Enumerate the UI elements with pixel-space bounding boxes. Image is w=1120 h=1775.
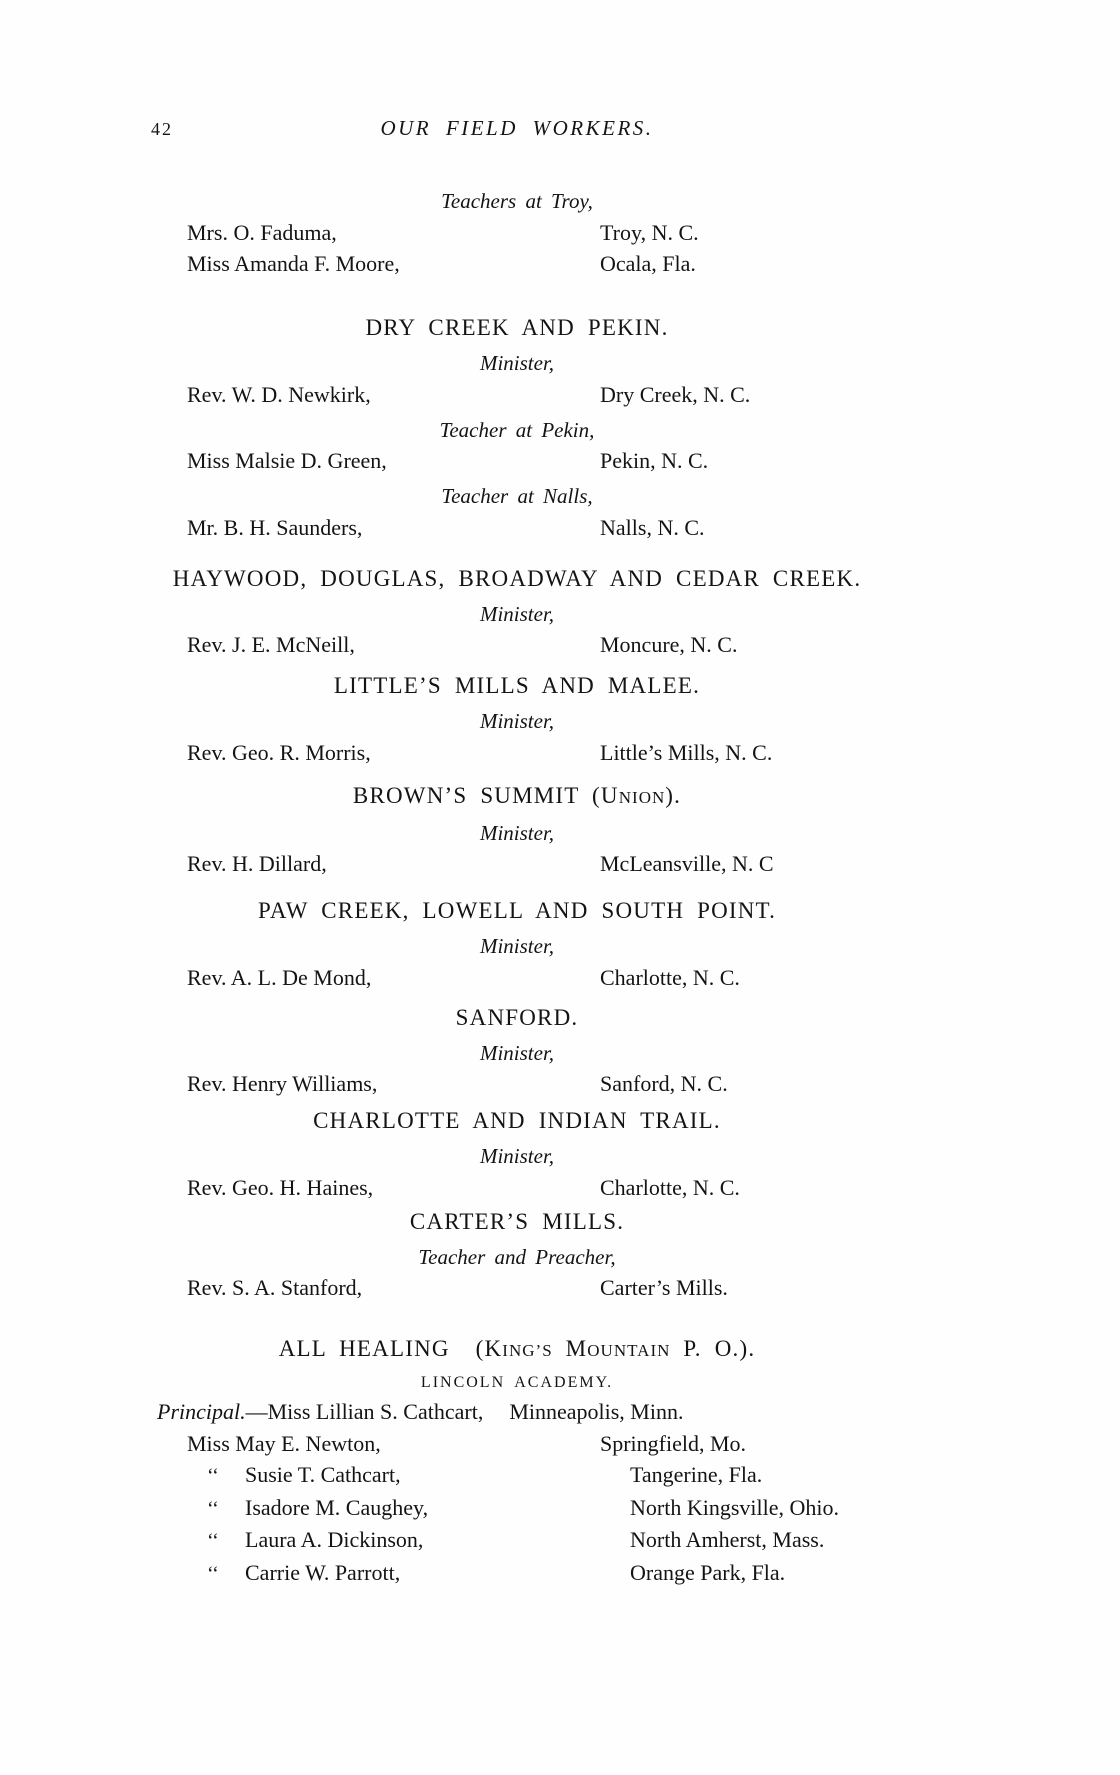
small-caps-text: ING’S (502, 1341, 553, 1360)
worker-entry (157, 630, 877, 660)
worker-section (157, 313, 877, 543)
ditto-mark: ‘‘ (207, 1562, 219, 1585)
worker-section (157, 671, 877, 768)
role-label: Minister, (479, 1144, 555, 1168)
role-label: Minister, (479, 934, 555, 958)
section-heading: CARTER’S MILLS. (409, 1208, 625, 1234)
section-heading: CHARLOTTE AND INDIAN TRAIL. (313, 1108, 721, 1133)
role-label: Teacher at Pekin, (439, 417, 595, 442)
worker-location: Nalls, N. C. (600, 514, 705, 540)
worker-name: Mrs. O. Faduma, (187, 219, 337, 245)
worker-section (157, 781, 877, 880)
section-heading: DRY CREEK AND PEKIN. (365, 315, 669, 340)
page-number: 42 (151, 119, 173, 139)
ditto-mark: ‘‘ (207, 1465, 219, 1487)
role-label: Minister, (479, 709, 555, 733)
running-header: OUR FIELD WORKERS. (380, 116, 654, 140)
section-heading (157, 1334, 877, 1366)
role-label: Teacher and Preacher, (418, 1244, 616, 1269)
role-label: Minister, (479, 820, 555, 845)
worker-location: Carter’s Mills. (600, 1275, 728, 1300)
worker-entry (157, 380, 877, 410)
worker-name: Isadore M. Caughey, (245, 1494, 429, 1520)
worker-section (157, 564, 877, 661)
heading-text: ALL HEALING (K (278, 1336, 503, 1361)
small-caps-text: OUNTAIN (587, 1341, 671, 1360)
worker-location: Orange Park, Fla. (630, 1559, 786, 1585)
section-heading: HAYWOOD, DOUGLAS, BROADWAY AND CEDAR CREEK. (172, 565, 862, 591)
worker-entry (157, 1173, 877, 1203)
principal-location: Minneapolis, Minn. (509, 1399, 684, 1424)
worker-name: Carrie W. Parrott, (245, 1559, 401, 1585)
worker-name: Rev. Geo. H. Haines, (187, 1174, 374, 1200)
small-caps-text: NION (618, 787, 666, 807)
worker-entry (157, 1558, 877, 1589)
worker-entry (157, 963, 877, 993)
worker-location: Moncure, N. C. (600, 632, 738, 657)
worker-section (157, 186, 877, 279)
worker-location: North Kingsville, Ohio. (630, 1494, 839, 1520)
worker-name: Rev. S. A. Stanford, (187, 1275, 363, 1300)
worker-name: Rev. H. Dillard, (187, 851, 327, 876)
worker-name: Rev. W. D. Newkirk, (187, 381, 371, 407)
worker-entry (157, 1525, 877, 1556)
worker-entry (157, 513, 877, 543)
worker-section (157, 1106, 877, 1203)
principal-name: —Miss Lillian S. Cathcart, (245, 1399, 484, 1424)
worker-name: Rev. J. E. McNeill, (187, 632, 355, 657)
principal-line (157, 1397, 877, 1427)
worker-location: North Amherst, Mass. (630, 1527, 825, 1552)
worker-section (157, 896, 877, 993)
heading-text: P. O.). (670, 1336, 756, 1361)
worker-location: Pekin, N. C. (600, 448, 709, 473)
worker-entry (157, 446, 877, 476)
role-label: Minister, (479, 1040, 555, 1065)
worker-location: Little’s Mills, N. C. (600, 739, 773, 765)
worker-location: Ocala, Fla. (600, 251, 696, 276)
worker-location: Tangerine, Fla. (630, 1462, 763, 1487)
worker-location: Charlotte, N. C. (600, 1174, 740, 1200)
worker-location: McLeansville, N. C (600, 851, 774, 876)
worker-location: Charlotte, N. C. (600, 964, 740, 990)
worker-name: Susie T. Cathcart, (245, 1462, 401, 1487)
worker-location: Sanford, N. C. (600, 1071, 728, 1096)
heading-text: BROWN’S SUMMIT (U (352, 782, 619, 808)
role-label: Teacher at Nalls, (441, 484, 593, 508)
worker-name: Rev. Henry Williams, (187, 1071, 378, 1096)
heading-text: ). (665, 782, 682, 808)
section-heading: PAW CREEK, LOWELL AND SOUTH POINT. (257, 898, 777, 923)
worker-entry (157, 1460, 877, 1491)
sub-heading: LINCOLN ACADEMY. (420, 1374, 614, 1391)
worker-entry (157, 1493, 877, 1524)
section-heading: LITTLE’S MILLS AND MALEE. (333, 673, 701, 698)
principal-label: Principal. (157, 1399, 246, 1424)
section-heading (157, 781, 877, 813)
ditto-mark: ‘‘ (207, 1530, 219, 1552)
role-label: Teachers at Troy, (441, 189, 593, 213)
worker-location: Springfield, Mo. (600, 1430, 747, 1456)
worker-name: Laura A. Dickinson, (245, 1527, 424, 1552)
worker-entry (157, 849, 877, 879)
worker-entry (157, 1069, 877, 1099)
worker-entry (157, 738, 877, 768)
field-workers-list (157, 181, 877, 1590)
worker-entry (157, 1429, 877, 1459)
worker-name: Miss Malsie D. Green, (187, 448, 387, 473)
section-heading: SANFORD. (455, 1004, 579, 1030)
worker-entry (157, 1273, 877, 1303)
ditto-mark: ‘‘ (207, 1497, 219, 1520)
worker-name: Rev. Geo. R. Morris, (187, 739, 371, 765)
worker-section (157, 1003, 877, 1100)
role-label: Minister, (479, 601, 555, 626)
role-label: Minister, (479, 351, 555, 375)
worker-name: Miss May E. Newton, (187, 1430, 381, 1456)
worker-entry (157, 218, 877, 248)
worker-entry (157, 249, 877, 279)
worker-location: Troy, N. C. (600, 219, 699, 245)
worker-section (157, 1207, 877, 1304)
worker-name: Mr. B. H. Saunders, (187, 514, 363, 540)
worker-location: Dry Creek, N. C. (600, 381, 751, 407)
heading-text: M (552, 1336, 588, 1361)
worker-section (157, 1334, 877, 1589)
worker-name: Rev. A. L. De Mond, (187, 964, 372, 990)
worker-name: Miss Amanda F. Moore, (187, 251, 400, 276)
